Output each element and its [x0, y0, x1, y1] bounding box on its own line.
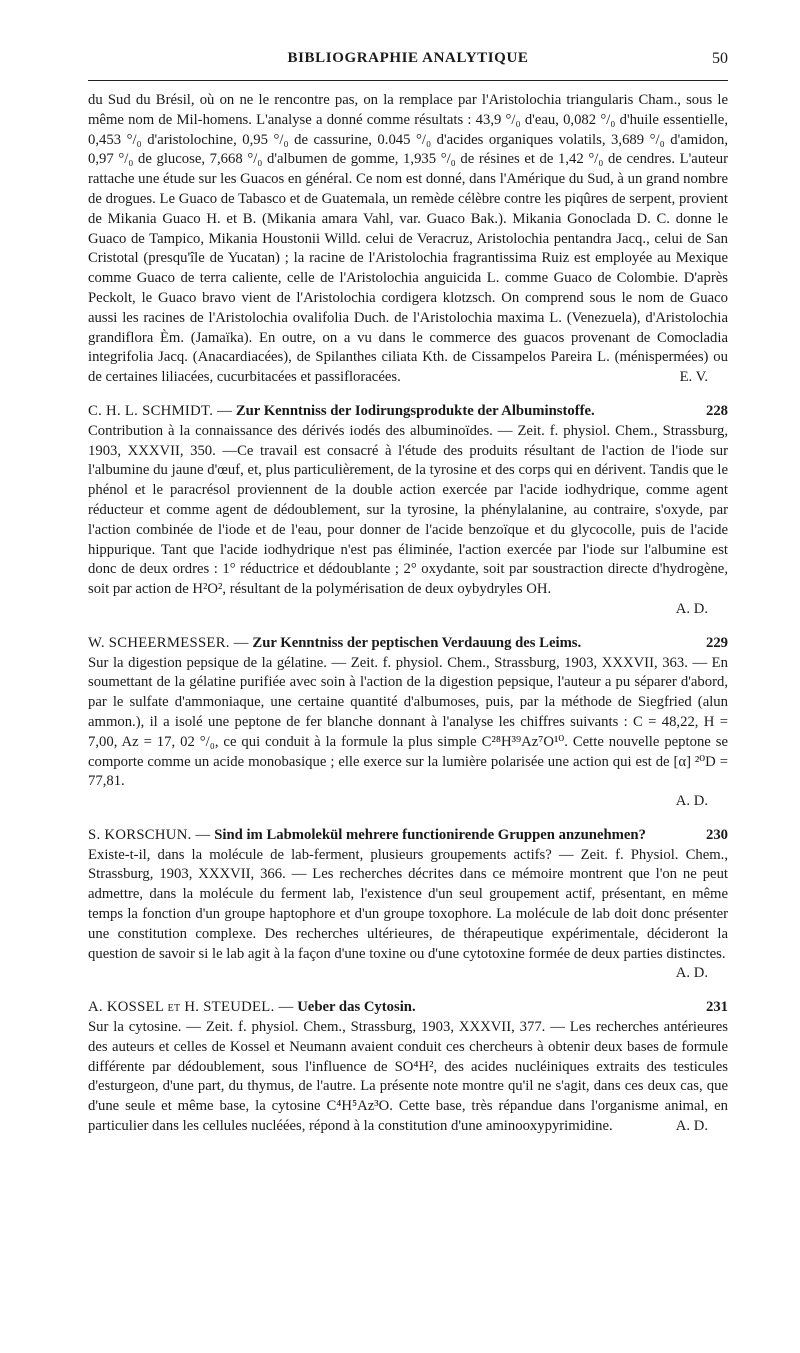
entry-author: W. SCHEERMESSER. —: [88, 634, 249, 651]
entry-body: Sur la digestion pepsique de la gélatine. — Zeit. f. physiol. Chem., Strassburg, 1903, XXXVII, 363. — En soumettant de la gélatine purifiée avec soin à l'action de la digestion pepsique, l'auteur a pu séparer d'abord, par le sulfate d'ammoniaque, une certaine quantité d'albumoses, puis, par la méthode de Siegfried (alun ammon.), il a isolé une peptone de fer blanche donnant à l'analyse les chiffres suivants : C = 48,22, H = 7,00, Az = 17, 02 °/₀, ce qui conduit à la formule la plus simple C²⁸H³⁹Az⁷O¹⁰. Cette nouvelle peptone se comporte comme un acide monobasique ; elle exerce sur la lumière polarisée une action qui est de [α] ²⁰D = 77,81.: [88, 654, 728, 790]
entry-author: A. KOSSEL et H. STEUDEL. —: [88, 999, 294, 1016]
entry-body: Existe-t-il, dans la molécule de lab-ferment, plusieurs groupements actifs? — Zeit. f. Physiol. Chem., Strassburg, 1903, XXXVII, 366. — Les recherches décrites dans ce mémoire montrent que l'on ne peut admettre, dans la molécule du ferment lab, l'existence d'un seul groupement actif, présentant, en même temps la fonction d'un groupe haptophore et d'un groupe toxophore. La molécule de lab doit donc présenter une constitution complexe. Des recherches ultérieures, de thérapeutique expérimentale, décideront la question de savoir si le lab agit à la façon d'une toxine ou d'une cytotoxine formée de deux parties distinctes.: [88, 846, 728, 962]
page-number: 50: [712, 50, 728, 67]
entry-author: S. KORSCHUN. —: [88, 826, 211, 843]
header-rule: [88, 80, 728, 81]
entry-signature: A. D.: [675, 600, 708, 617]
entry-title: Zur Kenntniss der Iodirungsprodukte der Albuminstoffe.: [235, 402, 595, 419]
entry-229: [88, 634, 728, 812]
entry-body: Contribution à la connaissance des dérivés iodés des albuminoïdes. — Zeit. f. physiol. Chem., Strassburg, 1903, XXXVII, 350. —Ce travail est consacré à l'étude des produits résultant de l'action de l'iode sur l'albumine du jaune d'œuf, et, plus particulièrement, de la tyrosine et des corps qui en dérivent. Tandis que le phénol et le paracrésol proviennent de la double action exercée par l'acide iodhydrique, comme agent réducteur et comme agent de dédoublement, sur la tyrosine, la phénylalanine, au contraire, s'oxyde, par l'action combinée de l'iode et de l'eau, pour donner de l'acide benzoïque et du glycocolle, puis de l'acide hippurique. Tant que l'acide iodhydrique n'est pas éliminée, l'action exercée par l'iode sur l'albumine est donc de deux ordres : 1° réductrice et dédoublante ; 2° oxydante, soit par soustraction directe d'hydrogène, soit par action de H²O², résultant de la polymérisation de deux oybydryles OH.: [88, 422, 728, 598]
entry-signature: A. D.: [675, 965, 708, 982]
page: [88, 50, 728, 1137]
entry-number: 228: [705, 402, 728, 419]
intro-signature: E. V.: [679, 369, 708, 386]
entry-title: Ueber das Cytosin.: [297, 999, 416, 1016]
entry-number: 230: [705, 826, 728, 843]
intro-text: du Sud du Brésil, où on ne le rencontre pas, on la remplace par l'Aristolochia triangularis Cham., sous le même nom de Mil-homens. L'analyse a donné comme résultats : 43,9 °/₀ d'eau, 0,082 °/₀ d'huile essentielle, 0,453 °/₀ d'aristolochine, 0,95 °/₀ de cassurine, 0.045 °/₀ d'acides organiques volatils, 3,689 °/₀ d'amidon, 0,97 °/₀ de glucose, 7,668 °/₀ d'albumen de gomme, 1,935 °/₀ de résines et de 1,42 °/₀ de cendres. L'auteur rattache une étude sur les Guacos en général. Ce nom est donné, dans l'Amérique du Sud, à un grand nombre de drogues. Le Guaco de Tabasco et de Guatemala, un remède célèbre contre les piqûres de serpent, provient de Mikania Guaco H. et B. (Mikania amara Vahl, var. Guaco Bak.). Mikania Gonoclada D. C. donne le Guaco de Tampico, Mikania Houstonii Willd. celui de Veracruz, Aristolochia pentandra Jacq., celui de San Cristotal (presqu'île de Yucatan) ; la racine de l'Aristolochia fragrantissima Ruiz est employée au Mexique comme Guaco de terra caliente, celle de l'Aristolochia anguicida L. comme Guaco de Colombie. D'après Peckolt, le Guaco bravo vient de l'Aristolochia cordigera klotzsch. On comprend sous le nom de Guaco aussi les racines de l'Aristolochia ovalifolia Duch. de l'Aristolochia maxima L. (Venezuela), d'Aristolochia grandiflora Èm. (Jamaïka). En outre, on a vu dans le commerce des guacos provenant de Comocladia integrifolia Jacq. (Anacardiacées), de Spilanthes ciliata Kth. de Cissampelos Pareira L. (ménispermées) ou de certaines liliacées, cucurbitacées et passifloracées.: [88, 92, 728, 386]
entry-number: 229: [705, 634, 728, 651]
page-header: [88, 50, 728, 76]
entry-signature: A. D.: [675, 1118, 708, 1135]
entry-230: [88, 826, 728, 984]
entry-228: [88, 402, 728, 620]
entry-title: Zur Kenntniss der peptischen Verdauung des Leims.: [252, 634, 582, 651]
entry-number: 231: [705, 999, 728, 1016]
entry-title: Sind im Labmolekül mehrere functionirende Gruppen anzunehmen?: [214, 826, 646, 843]
intro-paragraph: [88, 91, 728, 388]
entry-signature: A. D.: [675, 793, 708, 810]
entry-body: Sur la cytosine. — Zeit. f. physiol. Chem., Strassburg, 1903, XXXVII, 377. — Les recherches antérieures des auteurs et celles de Kossel et Neumann avaient conduit ces chercheurs à obtenir deux bases de formule différente par dédoublement, sous l'influence de SO⁴H², des acides nucléiniques extraits des testicules d'esturgeon, d'une part, du thymus, de l'autre. La présente note montre qu'il ne s'agit, dans ces deux cas, que d'une seule et même base, la cytosine C⁴H⁵Az³O. Cette base, très répandue dans l'organisme animal, en particulier dans les cellules nucléées, répond à la constitution d'une aminooxypyrimidine.: [88, 1019, 728, 1135]
running-title: BIBLIOGRAPHIE ANALYTIQUE: [287, 50, 529, 66]
entry-author: C. H. L. SCHMIDT. —: [88, 402, 233, 419]
entry-231: [88, 998, 728, 1137]
